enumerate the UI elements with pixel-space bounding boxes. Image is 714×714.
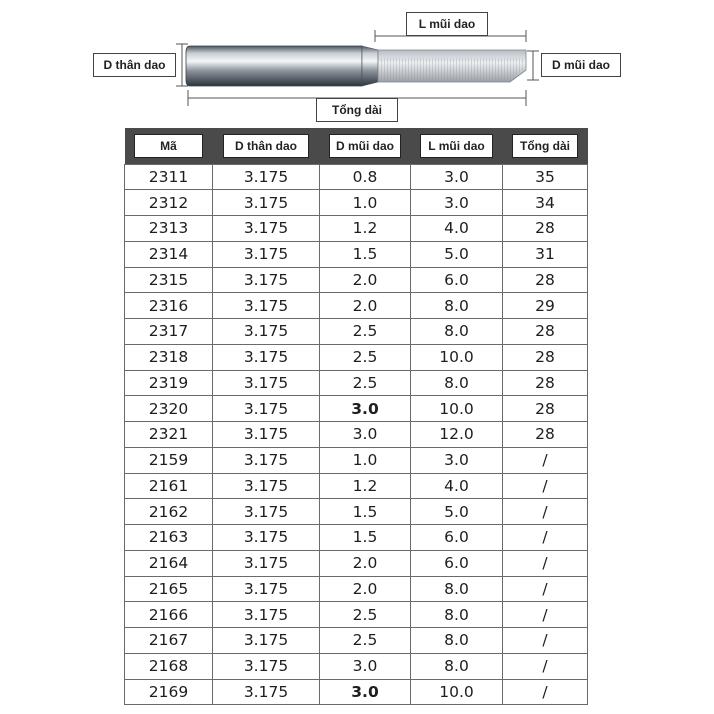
d-tip-cell: 1.2 [320, 216, 411, 242]
table-row [125, 525, 588, 551]
header-code [125, 128, 213, 164]
d-shank-cell: 3.175 [213, 653, 320, 679]
code-cell: 2159 [125, 447, 213, 473]
d-shank-cell: 3.175 [213, 499, 320, 525]
code-cell: 2161 [125, 473, 213, 499]
total-length-cell: / [503, 525, 588, 551]
total-length-cell: 28 [503, 396, 588, 422]
code-cell: 2320 [125, 396, 213, 422]
l-tip-cell: 5.0 [411, 499, 503, 525]
d-tip-cell: 3.0 [320, 422, 411, 448]
l-tip-cell: 10.0 [411, 396, 503, 422]
code-cell: 2163 [125, 525, 213, 551]
d-shank-cell: 3.175 [213, 679, 320, 705]
l-tip-cell: 8.0 [411, 602, 503, 628]
total-length-cell: / [503, 499, 588, 525]
d-tip-cell: 3.0 [320, 679, 411, 705]
table-row [125, 396, 588, 422]
cutter-diagram [0, 0, 714, 125]
table-row [125, 190, 588, 216]
table-row [125, 370, 588, 396]
d-tip-cell: 1.2 [320, 473, 411, 499]
header-l-tip [411, 128, 503, 164]
code-cell: 2321 [125, 422, 213, 448]
total-length-cell: / [503, 550, 588, 576]
l-tip-cell: 3.0 [411, 447, 503, 473]
total-length-cell: 28 [503, 216, 588, 242]
header-label: D thân dao [223, 134, 308, 158]
d-shank-cell: 3.175 [213, 525, 320, 551]
d-tip-cell: 2.5 [320, 628, 411, 654]
table-row [125, 293, 588, 319]
spec-table [124, 128, 588, 705]
d-shank-cell: 3.175 [213, 216, 320, 242]
table-row [125, 576, 588, 602]
label-l-tip: L mũi dao [406, 12, 488, 36]
table-row [125, 319, 588, 345]
table-row [125, 267, 588, 293]
l-tip-cell: 10.0 [411, 679, 503, 705]
l-tip-cell: 8.0 [411, 628, 503, 654]
d-shank-cell: 3.175 [213, 293, 320, 319]
d-tip-cell: 1.5 [320, 525, 411, 551]
table-body [125, 164, 588, 705]
code-cell: 2311 [125, 164, 213, 190]
table-row [125, 550, 588, 576]
d-shank-cell: 3.175 [213, 422, 320, 448]
total-length-cell: / [503, 679, 588, 705]
total-length-cell: / [503, 628, 588, 654]
table-row [125, 447, 588, 473]
cutter-shank [186, 46, 362, 86]
l-tip-cell: 3.0 [411, 164, 503, 190]
d-tip-cell: 2.0 [320, 576, 411, 602]
l-tip-cell: 8.0 [411, 576, 503, 602]
table-row [125, 216, 588, 242]
d-shank-cell: 3.175 [213, 396, 320, 422]
total-length-cell: / [503, 653, 588, 679]
l-tip-cell: 12.0 [411, 422, 503, 448]
l-tip-cell: 3.0 [411, 190, 503, 216]
table-row [125, 241, 588, 267]
total-length-cell: / [503, 447, 588, 473]
d-shank-cell: 3.175 [213, 344, 320, 370]
d-shank-cell: 3.175 [213, 447, 320, 473]
code-cell: 2315 [125, 267, 213, 293]
table-row [125, 499, 588, 525]
total-length-cell: 35 [503, 164, 588, 190]
code-cell: 2169 [125, 679, 213, 705]
d-tip-cell: 2.0 [320, 550, 411, 576]
l-tip-cell: 8.0 [411, 370, 503, 396]
total-length-cell: 28 [503, 319, 588, 345]
total-length-cell: 28 [503, 370, 588, 396]
total-length-cell: 28 [503, 267, 588, 293]
l-tip-cell: 10.0 [411, 344, 503, 370]
label-total-length: Tổng dài [316, 98, 398, 122]
d-shank-cell: 3.175 [213, 267, 320, 293]
code-cell: 2166 [125, 602, 213, 628]
total-length-cell: / [503, 576, 588, 602]
d-shank-cell: 3.175 [213, 190, 320, 216]
header-d-shank [213, 128, 320, 164]
l-tip-cell: 8.0 [411, 293, 503, 319]
header-label: D mũi dao [329, 134, 400, 158]
l-tip-cell: 8.0 [411, 319, 503, 345]
total-length-cell: 31 [503, 241, 588, 267]
total-length-cell: 28 [503, 422, 588, 448]
d-tip-cell: 3.0 [320, 653, 411, 679]
d-shank-cell: 3.175 [213, 241, 320, 267]
l-tip-cell: 6.0 [411, 550, 503, 576]
code-cell: 2167 [125, 628, 213, 654]
d-tip-cell: 1.0 [320, 447, 411, 473]
d-tip-cell: 2.5 [320, 319, 411, 345]
l-tip-cell: 5.0 [411, 241, 503, 267]
total-length-cell: 28 [503, 344, 588, 370]
d-shank-cell: 3.175 [213, 370, 320, 396]
cutter-tip [378, 50, 526, 82]
total-length-cell: 29 [503, 293, 588, 319]
total-length-cell: 34 [503, 190, 588, 216]
d-tip-cell: 2.0 [320, 267, 411, 293]
code-cell: 2164 [125, 550, 213, 576]
code-cell: 2316 [125, 293, 213, 319]
code-cell: 2317 [125, 319, 213, 345]
l-tip-cell: 6.0 [411, 267, 503, 293]
d-tip-cell: 3.0 [320, 396, 411, 422]
d-shank-cell: 3.175 [213, 319, 320, 345]
label-d-tip: D mũi dao [541, 53, 621, 77]
d-tip-cell: 1.0 [320, 190, 411, 216]
code-cell: 2168 [125, 653, 213, 679]
code-cell: 2313 [125, 216, 213, 242]
code-cell: 2314 [125, 241, 213, 267]
table-header-row [125, 128, 588, 164]
d-tip-cell: 1.5 [320, 241, 411, 267]
d-shank-cell: 3.175 [213, 628, 320, 654]
table-row [125, 473, 588, 499]
cutter-neck [362, 46, 378, 86]
code-cell: 2312 [125, 190, 213, 216]
l-tip-cell: 8.0 [411, 653, 503, 679]
d-shank-cell: 3.175 [213, 473, 320, 499]
header-label: L mũi dao [420, 134, 492, 158]
total-length-cell: / [503, 473, 588, 499]
header-label: Tổng dài [512, 134, 578, 158]
table-row [125, 679, 588, 705]
code-cell: 2162 [125, 499, 213, 525]
d-tip-cell: 1.5 [320, 499, 411, 525]
table-row [125, 344, 588, 370]
d-tip-cell: 0.8 [320, 164, 411, 190]
d-shank-cell: 3.175 [213, 576, 320, 602]
table-row [125, 653, 588, 679]
label-d-shank: D thân dao [93, 53, 176, 77]
table-row [125, 422, 588, 448]
l-tip-cell: 6.0 [411, 525, 503, 551]
l-tip-cell: 4.0 [411, 473, 503, 499]
d-tip-cell: 2.0 [320, 293, 411, 319]
table-row [125, 164, 588, 190]
code-cell: 2165 [125, 576, 213, 602]
table-row [125, 628, 588, 654]
d-tip-cell: 2.5 [320, 370, 411, 396]
l-tip-cell: 4.0 [411, 216, 503, 242]
table-row [125, 602, 588, 628]
header-total-length [503, 128, 588, 164]
d-shank-cell: 3.175 [213, 164, 320, 190]
code-cell: 2319 [125, 370, 213, 396]
total-length-cell: / [503, 602, 588, 628]
d-tip-cell: 2.5 [320, 344, 411, 370]
header-d-tip [320, 128, 411, 164]
code-cell: 2318 [125, 344, 213, 370]
header-label: Mã [134, 134, 203, 158]
d-tip-cell: 2.5 [320, 602, 411, 628]
d-shank-cell: 3.175 [213, 602, 320, 628]
d-shank-cell: 3.175 [213, 550, 320, 576]
